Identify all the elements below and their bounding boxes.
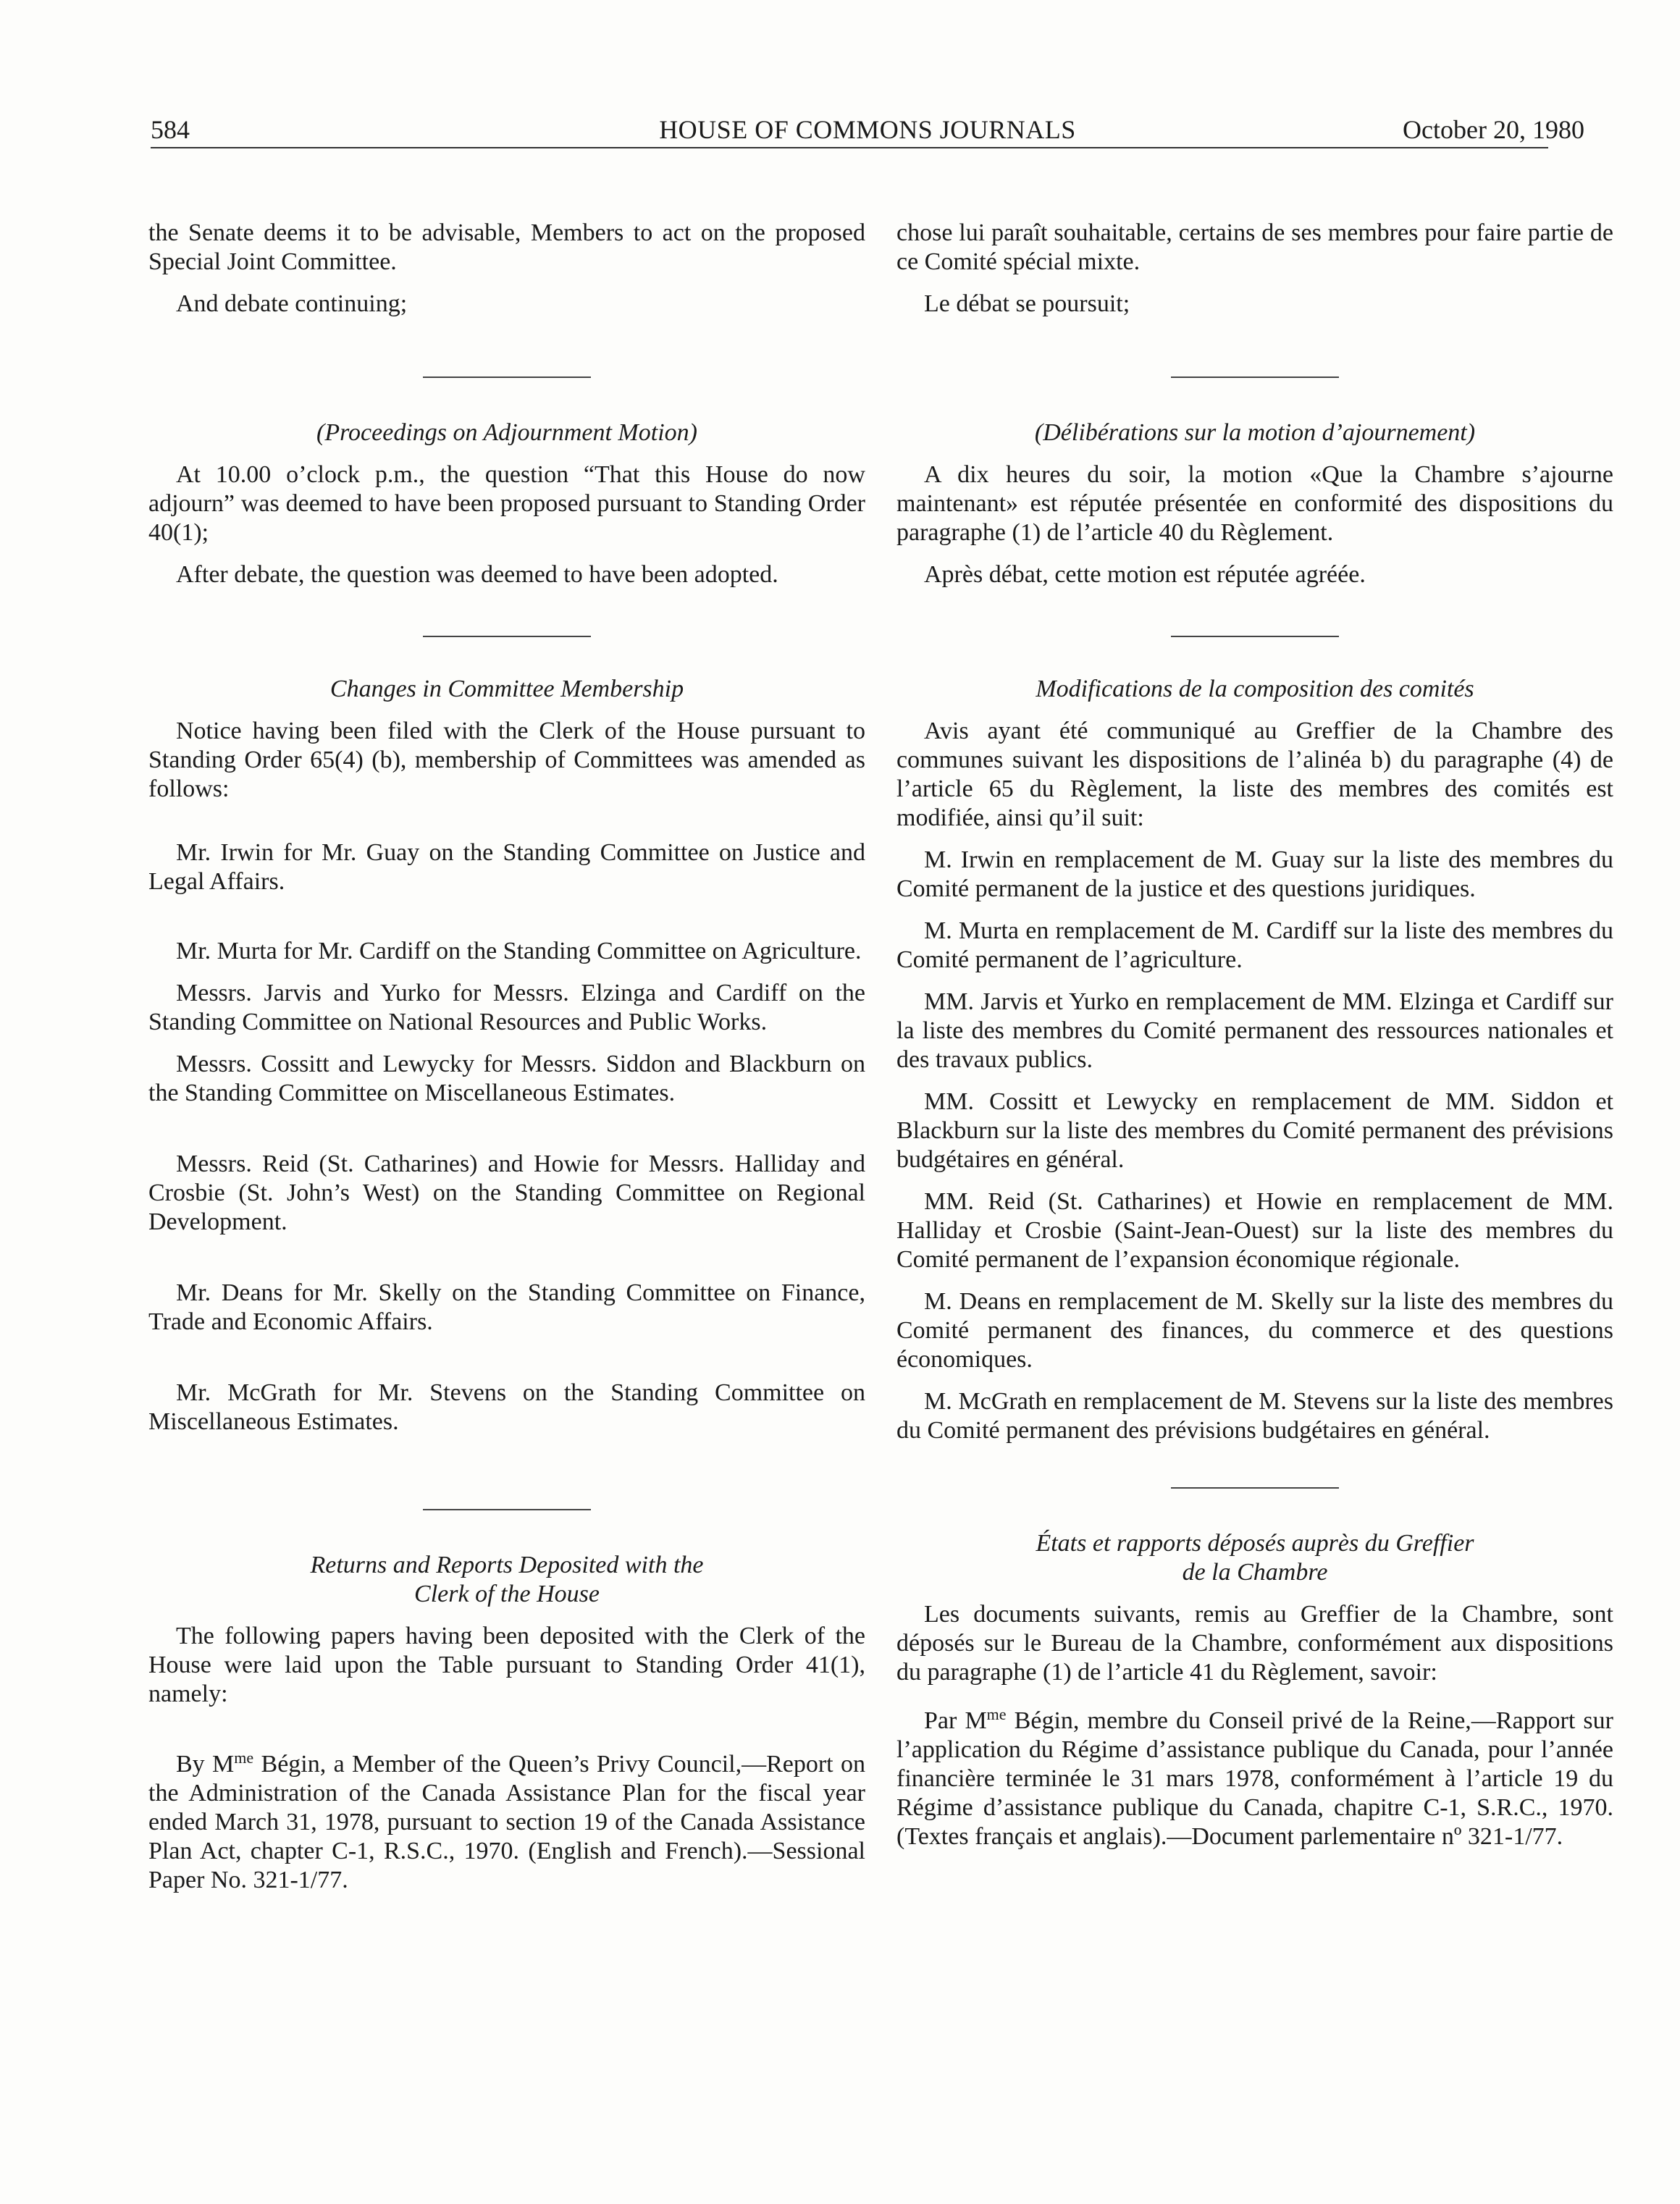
committee-change: M. McGrath en remplacement de M. Stevens sur la liste des membres du Comité permanent des prévisions budgétaires en général. bbox=[896, 1388, 1613, 1444]
paragraph: the Senate deems it to be advisable, Members to act on the proposed Special Joint Committee. bbox=[148, 219, 865, 275]
page-date: October 20, 1980 bbox=[1403, 115, 1584, 144]
section-heading: Changes in Committee Membership bbox=[329, 676, 684, 702]
committee-change: Messrs. Jarvis and Yurko for Messrs. Elzinga and Cardiff on the Standing Committee on National Resources and Public Works. bbox=[148, 980, 865, 1035]
paragraph: Après débat, cette motion est réputée agréée. bbox=[924, 561, 1366, 588]
sessional-paper-entry: Par $M^{me}$ Bégin, membre du Conseil privé de la Reine,—Rapport sur l’application du Régime d’assistance publique du Canada, pour l’année financière terminée le 31 mars 1978, conformément à l’article 19 du Régime d’assistance publique du Canada, chapitre C-1, S.R.C., 1970. (Textes français et anglais).—Document parlementaire nº 321-1/77. bbox=[896, 1705, 1613, 1850]
journal-title: HOUSE OF COMMONS JOURNALS bbox=[659, 115, 1076, 144]
section-heading: (Délibérations sur la motion d’ajournement) bbox=[1034, 419, 1476, 446]
page-header bbox=[151, 114, 1584, 149]
committee-change: M. Murta en remplacement de M. Cardiff sur la liste des membres du Comité permanent de l’agriculture. bbox=[896, 917, 1613, 973]
committee-change: MM. Reid (St. Catharines) et Howie en remplacement de MM. Halliday et Crosbie (Saint-Jean-Ouest) sur la liste des membres du Comité permanent de l’expansion économique régionale. bbox=[896, 1188, 1613, 1273]
paragraph: At 10.00 o’clock p.m., the question “That this House do now adjourn” was deemed to have been proposed pursuant to Standing Order 40(1); bbox=[148, 461, 865, 546]
section-heading: (Proceedings on Adjournment Motion) bbox=[316, 419, 697, 446]
committee-change: Mr. Irwin for Mr. Guay on the Standing Committee on Justice and Legal Affairs. bbox=[148, 839, 865, 895]
english-column bbox=[148, 219, 865, 1895]
french-column bbox=[896, 219, 1613, 1851]
committee-change: Messrs. Cossitt and Lewycky for Messrs. Siddon and Blackburn on the Standing Committee on Miscellaneous Estimates. bbox=[148, 1051, 865, 1106]
section-heading: Modifications de la composition des comités bbox=[1036, 676, 1474, 702]
section-heading: Returns and Reports Deposited with the Clerk of the House bbox=[310, 1552, 704, 1607]
paragraph: chose lui paraît souhaitable, certains de ses membres pour faire partie de ce Comité spécial mixte. bbox=[896, 219, 1613, 275]
paragraph: Les documents suivants, remis au Greffier de la Chambre, sont déposés sur le Bureau de la Chambre, conformément aux dispositions du paragraphe (1) de l’article 41 du Règlement, savoir: bbox=[896, 1601, 1613, 1686]
committee-change: MM. Jarvis et Yurko en remplacement de MM. Elzinga et Cardiff sur la liste des membres du Comité permanent des ressources nationales et des travaux publics. bbox=[896, 988, 1613, 1073]
committee-change: Mr. McGrath for Mr. Stevens on the Standing Committee on Miscellaneous Estimates. bbox=[148, 1379, 865, 1435]
paragraph: And debate continuing; bbox=[176, 290, 408, 317]
paragraph: After debate, the question was deemed to have been adopted. bbox=[176, 561, 778, 588]
committee-change: M. Irwin en remplacement de M. Guay sur la liste des membres du Comité permanent de la justice et des questions juridiques. bbox=[896, 846, 1613, 902]
paragraph: Avis ayant été communiqué au Greffier de la Chambre des communes suivant les dispositions de l’alinéa b) du paragraphe (4) de l’article 65 du Règlement, la liste des membres des comités est modifiée, ainsi qu’il suit: bbox=[896, 718, 1613, 831]
paragraph: Le débat se poursuit; bbox=[924, 290, 1130, 317]
paragraph: The following papers having been deposited with the Clerk of the House were laid upon the Table pursuant to Standing Order 41(1), namely: bbox=[148, 1623, 865, 1707]
paragraph: A dix heures du soir, la motion «Que la Chambre s’ajourne maintenant» est réputée présentée en conformité des dispositions du paragraphe (1) de l’article 40 du Règlement. bbox=[896, 461, 1613, 546]
paragraph: Notice having been filed with the Clerk of the House pursuant to Standing Order 65(4) (b), membership of Committees was amended as follows: bbox=[148, 718, 865, 802]
committee-change: Mr. Deans for Mr. Skelly on the Standing Committee on Finance, Trade and Economic Affairs. bbox=[148, 1279, 865, 1335]
committee-change: Mr. Murta for Mr. Cardiff on the Standing Committee on Agriculture. bbox=[176, 938, 862, 964]
committee-change: Messrs. Reid (St. Catharines) and Howie for Messrs. Halliday and Crosbie (St. John’s West) on the Standing Committee on Regional Development. bbox=[148, 1151, 865, 1235]
section-heading: États et rapports déposés auprès du Greffier de la Chambre bbox=[1036, 1530, 1474, 1586]
committee-change: M. Deans en remplacement de M. Skelly sur la liste des membres du Comité permanent des finances, du commerce et des questions économiques. bbox=[896, 1288, 1613, 1373]
header-rule bbox=[151, 147, 1548, 148]
committee-change: MM. Cossitt et Lewycky en remplacement de MM. Siddon et Blackburn sur la liste des membres du Comité permanent des prévisions budgétaires en général. bbox=[896, 1088, 1613, 1173]
sessional-paper-entry: By $M^{me}$ Bégin, a Member of the Queen’s Privy Council,—Report on the Administration of the Canada Assistance Plan for the fiscal year ended March 31, 1978, pursuant to section 19 of the Canada Assistance Plan Act, chapter C-1, R.S.C., 1970. (English and French).—Sessional Paper No. 321-1/77. bbox=[148, 1749, 865, 1893]
page-number: 584 bbox=[151, 115, 190, 144]
